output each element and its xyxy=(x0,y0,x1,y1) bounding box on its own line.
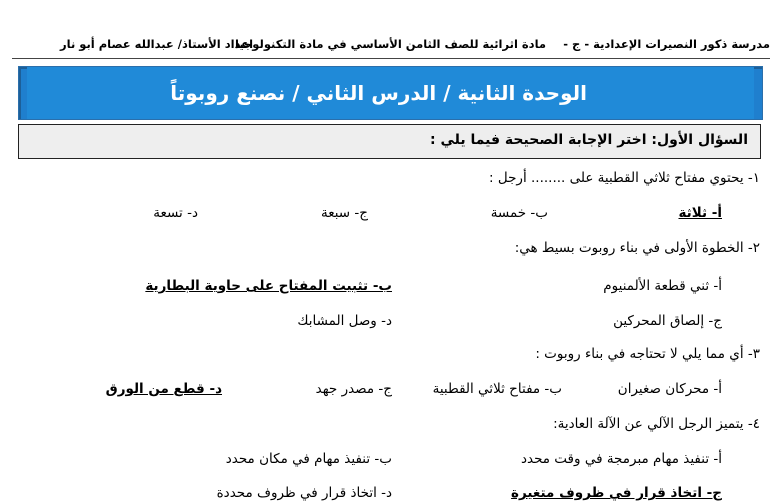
header-divider xyxy=(12,58,770,59)
question-2-option-c: ج- إلصاق المحركين xyxy=(613,313,722,329)
question-3-option-a: أ- محركان صغيران xyxy=(617,381,722,397)
question-3-option-d: د- قطع من الورق xyxy=(105,381,222,397)
question-3-stem: ٣- أي مما يلي لا تحتاجه في بناء روبوت : xyxy=(535,346,760,362)
question-1-option-c: ج- سبعة xyxy=(320,205,368,221)
question-2-option-a: أ- ثني قطعة الألمنيوم xyxy=(603,278,722,294)
question-header-box xyxy=(18,124,761,159)
lesson-banner xyxy=(18,66,763,120)
question-4-option-b: ب- تنفيذ مهام في مكان محدد xyxy=(225,451,392,467)
question-4-option-a: أ- تنفيذ مهام مبرمجة في وقت محدد xyxy=(520,451,722,467)
author-name: اعداد الأستاذ/ عبدالله عصام أبو نار xyxy=(60,37,254,51)
question-title: السؤال الأول: اختر الإجابة الصحيحة فيما يلي : xyxy=(430,132,748,148)
question-3-option-c: ج- مصدر جهد xyxy=(315,381,392,397)
question-2-stem: ٢- الخطوة الأولى في بناء روبوت بسيط هي: xyxy=(514,240,760,256)
question-4-option-d: د- اتخاذ قرار في ظروف محددة xyxy=(216,485,392,501)
question-1-stem: ١- يحتوي مفتاح ثلاثي القطبية على ........ أرجل : xyxy=(489,170,760,186)
question-2-option-d: د- وصل المشابك xyxy=(297,313,392,329)
question-3-option-b: ب- مفتاح ثلاثي القطبية xyxy=(432,381,562,397)
question-1-option-a: أ- ثلاثة xyxy=(678,205,722,221)
question-1-option-b: ب- خمسة xyxy=(490,205,548,221)
subject-title: مادة اثرائية للصف الثامن الأساسي في مادة التكنولوجيا xyxy=(235,37,547,51)
question-1-option-d: د- تسعة xyxy=(153,205,198,221)
question-2-option-b: ب- تثبيت المفتاح على حاوية البطارية xyxy=(145,278,392,294)
question-4-option-c: ج- اتخاذ قرار في ظروف متغيرة xyxy=(511,485,722,501)
lesson-title: الوحدة الثانية / الدرس الثاني / نصنع روبوتاً xyxy=(170,81,587,105)
question-4-stem: ٤- يتميز الرجل الآلي عن الآلة العادية: xyxy=(553,416,760,432)
school-name: مدرسة ذكور النصيرات الإعدادية - ج - xyxy=(563,37,770,51)
